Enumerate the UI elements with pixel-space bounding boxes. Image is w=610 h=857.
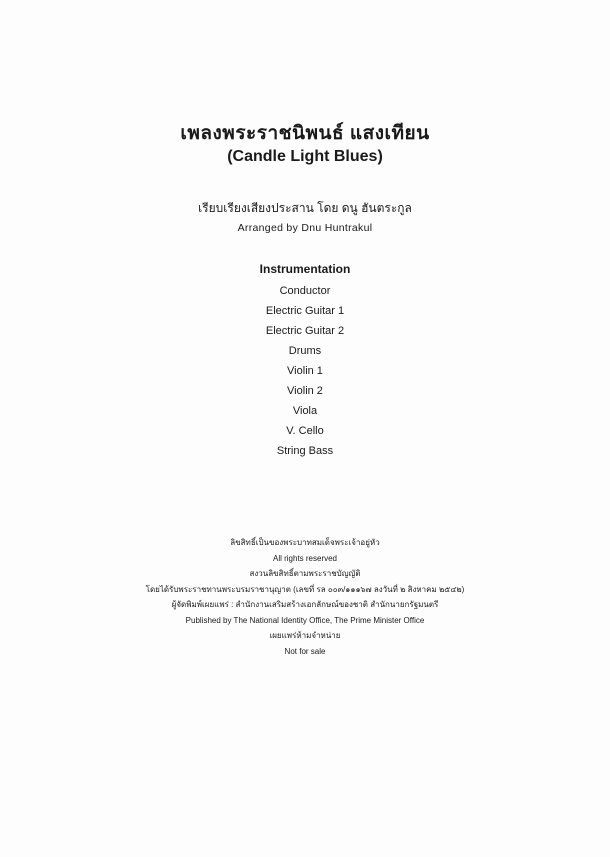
- arranger-credit-thai: เรียบเรียงเสียงประสาน โดย ดนู ฮันตระกูล: [198, 201, 412, 215]
- instrument-item: Electric Guitar 1: [265, 305, 345, 317]
- publisher-line: ผู้จัดพิมพ์เผยแพร่ : สำนักงานเสริมสร้างเอกลักษณ์ของชาติ สำนักนายกรัฐมนตรี: [171, 600, 439, 609]
- instrument-item: Conductor: [279, 285, 331, 297]
- arranger-credit-english: Arranged by Dnu Huntrakul: [237, 222, 373, 234]
- song-title-thai: เพลงพระราชนิพนธ์ แสงเทียน: [180, 123, 430, 144]
- instrument-item: V. Cello: [286, 425, 324, 437]
- instrument-item: Electric Guitar 2: [265, 325, 345, 337]
- instrumentation-list: [0, 283, 610, 463]
- instrument-item: Violin 2: [287, 385, 323, 397]
- instrument-item: Drums: [288, 345, 322, 357]
- copyright-line: สงวนลิขสิทธิ์ตามพระราชบัญญัติ: [249, 569, 361, 578]
- instrument-item: Violin 1: [287, 365, 323, 377]
- not-for-sale-line: เผยแพร่ห้ามจำหน่าย: [269, 631, 341, 640]
- instrumentation-heading: Instrumentation: [259, 262, 351, 276]
- copyright-line: All rights reserved: [272, 553, 338, 563]
- copyright-line: ลิขสิทธิ์เป็นของพระบาทสมเด็จพระเจ้าอยู่หัว: [230, 538, 380, 547]
- instrument-item: String Bass: [276, 445, 334, 457]
- not-for-sale-line: Not for sale: [284, 646, 326, 656]
- copyright-notice: [0, 535, 610, 659]
- song-title-english: (Candle Light Blues): [227, 148, 383, 165]
- publisher-line: Published by The National Identity Office, The Prime Minister Office: [185, 615, 425, 625]
- copyright-line: โดยได้รับพระราชทานพระบรมราชานุญาต (เลขที่ รล ๐๐๓/๑๑๑๖๗ ลงวันที่ ๒ สิงหาคม ๒๕๔๒): [145, 584, 465, 594]
- instrument-item: Viola: [292, 405, 318, 417]
